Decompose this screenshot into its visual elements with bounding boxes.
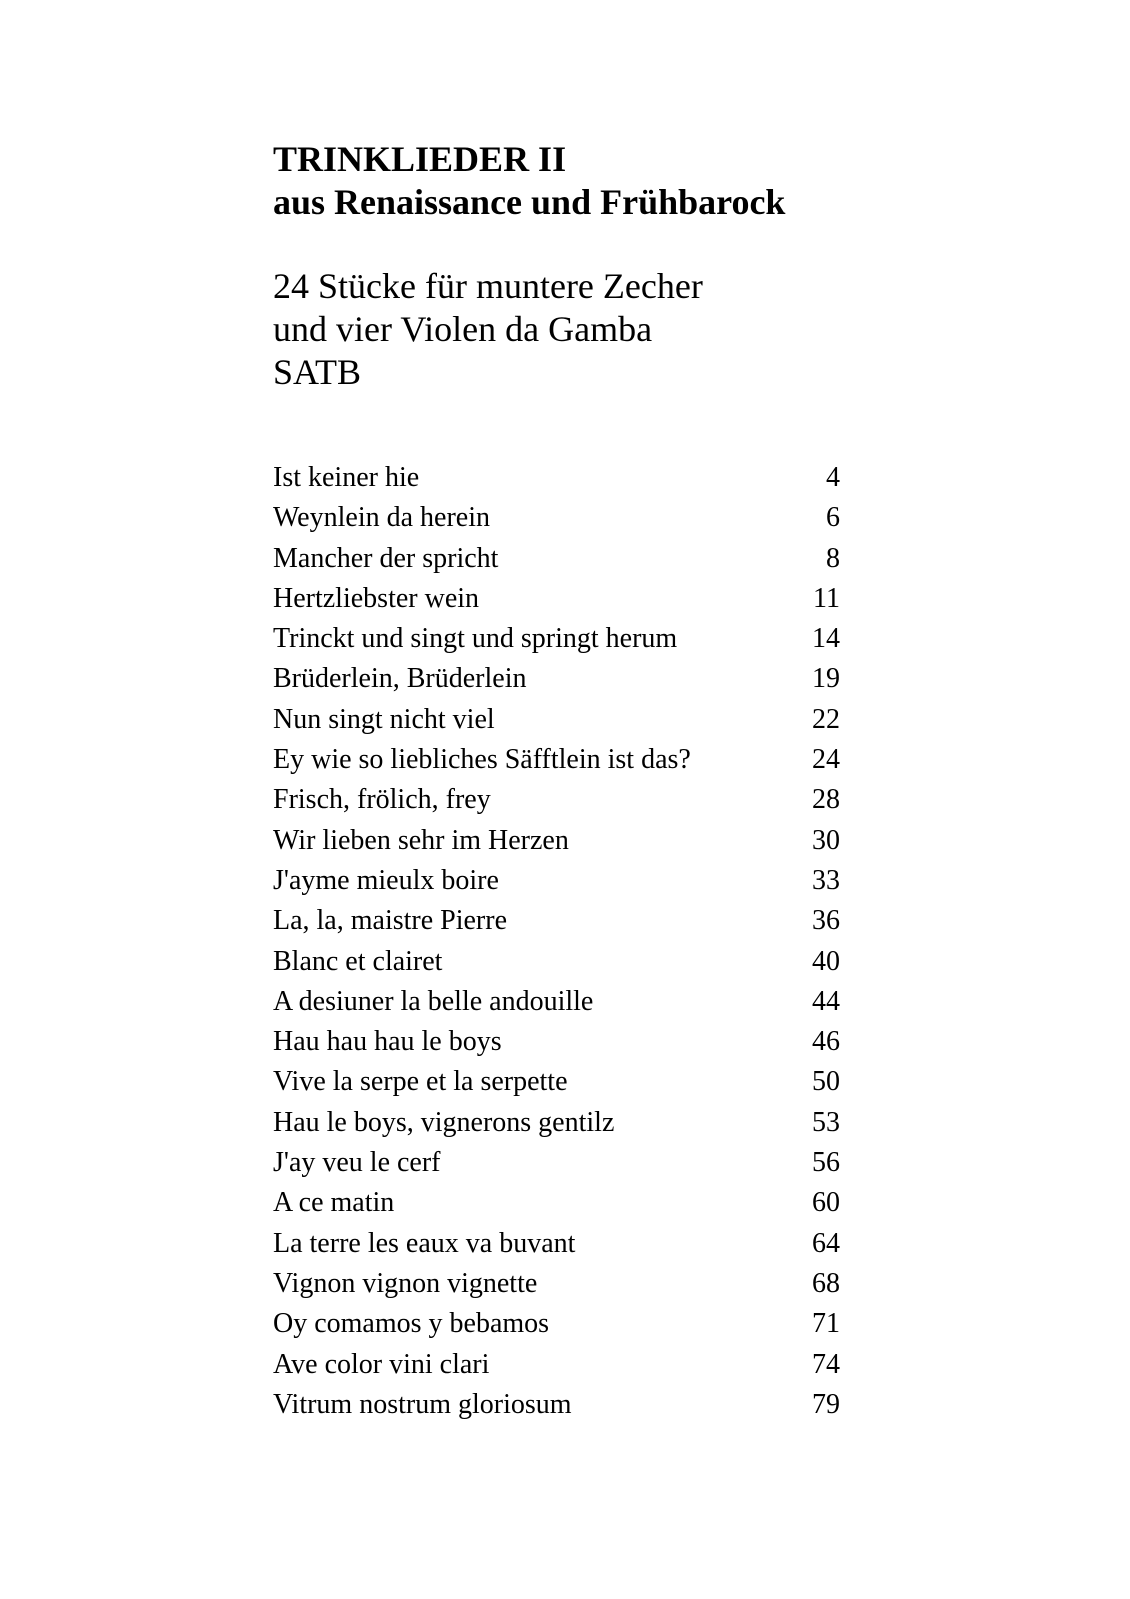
toc-entry xyxy=(273,901,840,941)
main-title-subline: aus Renaissance und Frühbarock xyxy=(273,182,786,222)
toc-entry-page: 40 xyxy=(812,945,840,977)
toc-entry-title: Wir lieben sehr im Herzen xyxy=(273,824,569,856)
toc-entry-title: La, la, maistre Pierre xyxy=(273,905,508,937)
subtitle-block xyxy=(273,265,873,394)
toc-entry-title: Trinckt und singt und springt herum xyxy=(273,623,678,655)
toc-entry-title: Hau hau hau le boys xyxy=(273,1026,502,1058)
toc-entry xyxy=(273,539,840,579)
toc-entry-title: Ave color vini clari xyxy=(273,1348,490,1380)
toc-entry xyxy=(273,1264,840,1304)
toc-entry xyxy=(273,1345,840,1385)
title-block xyxy=(273,138,873,224)
toc-entry xyxy=(273,498,840,538)
toc-entry-page: 4 xyxy=(826,462,840,493)
toc-entry xyxy=(273,942,840,982)
toc-entry xyxy=(273,740,840,780)
toc-entry xyxy=(273,619,840,659)
toc-entry-title: Hau le boys, vignerons gentilz xyxy=(273,1106,615,1138)
toc-entry-title: Vitrum nostrum gloriosum xyxy=(273,1388,572,1420)
toc-entry-page: 28 xyxy=(812,784,840,816)
toc-entry xyxy=(273,982,840,1022)
toc-entry-page: 22 xyxy=(812,703,840,735)
toc-entry-title: La terre les eaux va buvant xyxy=(273,1227,576,1259)
toc-entry xyxy=(273,1224,840,1264)
toc-entry-page: 33 xyxy=(812,864,840,896)
toc-entry-page: 24 xyxy=(812,744,840,776)
table-of-contents xyxy=(273,458,840,1425)
toc-entry-page: 19 xyxy=(812,663,840,695)
toc-entry xyxy=(273,780,840,820)
toc-entry-page: 74 xyxy=(812,1348,840,1380)
main-title: TRINKLIEDER II xyxy=(273,139,567,179)
toc-entry-title: Nun singt nicht viel xyxy=(273,703,495,735)
toc-entry xyxy=(273,1103,840,1143)
toc-entry-title: Vive la serpe et la serpette xyxy=(273,1066,568,1098)
toc-entry-page: 60 xyxy=(812,1187,840,1219)
toc-entry-page: 50 xyxy=(812,1066,840,1098)
toc-entry-title: J'ay veu le cerf xyxy=(273,1147,441,1179)
toc-entry-page: 36 xyxy=(812,905,840,937)
subtitle-line-2: und vier Violen da Gamba xyxy=(273,309,653,349)
toc-entry-page: 79 xyxy=(812,1388,840,1420)
toc-entry-page: 30 xyxy=(812,824,840,856)
toc-entry-page: 11 xyxy=(813,582,840,614)
toc-entry-title: Ist keiner hie xyxy=(273,462,420,493)
toc-entry xyxy=(273,458,840,498)
toc-entry-title: Oy comamos y bebamos xyxy=(273,1308,550,1340)
toc-entry xyxy=(273,1385,840,1425)
toc-entry-page: 44 xyxy=(812,985,840,1017)
toc-entry xyxy=(273,821,840,861)
toc-entry-title: Vignon vignon vignette xyxy=(273,1267,538,1299)
toc-entry-title: Ey wie so liebliches Säfftlein ist das? xyxy=(273,744,691,776)
toc-entry xyxy=(273,700,840,740)
subtitle-line-3: SATB xyxy=(273,352,362,392)
toc-entry-page: 53 xyxy=(812,1106,840,1138)
toc-entry-title: Brüderlein, Brüderlein xyxy=(273,663,527,695)
toc-entry-title: A desiuner la belle andouille xyxy=(273,985,594,1017)
toc-entry-page: 71 xyxy=(812,1308,840,1340)
toc-entry-page: 8 xyxy=(826,542,840,574)
toc-entry xyxy=(273,1062,840,1102)
toc-entry-title: Blanc et clairet xyxy=(273,945,443,977)
toc-entry xyxy=(273,579,840,619)
toc-entry-page: 68 xyxy=(812,1267,840,1299)
toc-entry-page: 6 xyxy=(826,502,840,534)
toc-entry xyxy=(273,861,840,901)
toc-entry-page: 46 xyxy=(812,1026,840,1058)
toc-entry-page: 56 xyxy=(812,1147,840,1179)
toc-entry xyxy=(273,659,840,699)
subtitle-line-1: 24 Stücke für muntere Zecher xyxy=(273,266,703,306)
toc-entry-title: Mancher der spricht xyxy=(273,542,499,574)
toc-entry-page: 14 xyxy=(812,623,840,655)
toc-entry-title: Hertzliebster wein xyxy=(273,582,480,614)
toc-entry xyxy=(273,1304,840,1344)
toc-entry-page: 64 xyxy=(812,1227,840,1259)
toc-entry-title: Weynlein da herein xyxy=(273,502,490,534)
toc-entry xyxy=(273,1022,840,1062)
toc-entry-title: Frisch, frölich, frey xyxy=(273,784,491,816)
toc-entry xyxy=(273,1143,840,1183)
toc-entry-title: A ce matin xyxy=(273,1187,395,1219)
toc-entry-title: J'ayme mieulx boire xyxy=(273,864,499,896)
toc-entry xyxy=(273,1183,840,1223)
